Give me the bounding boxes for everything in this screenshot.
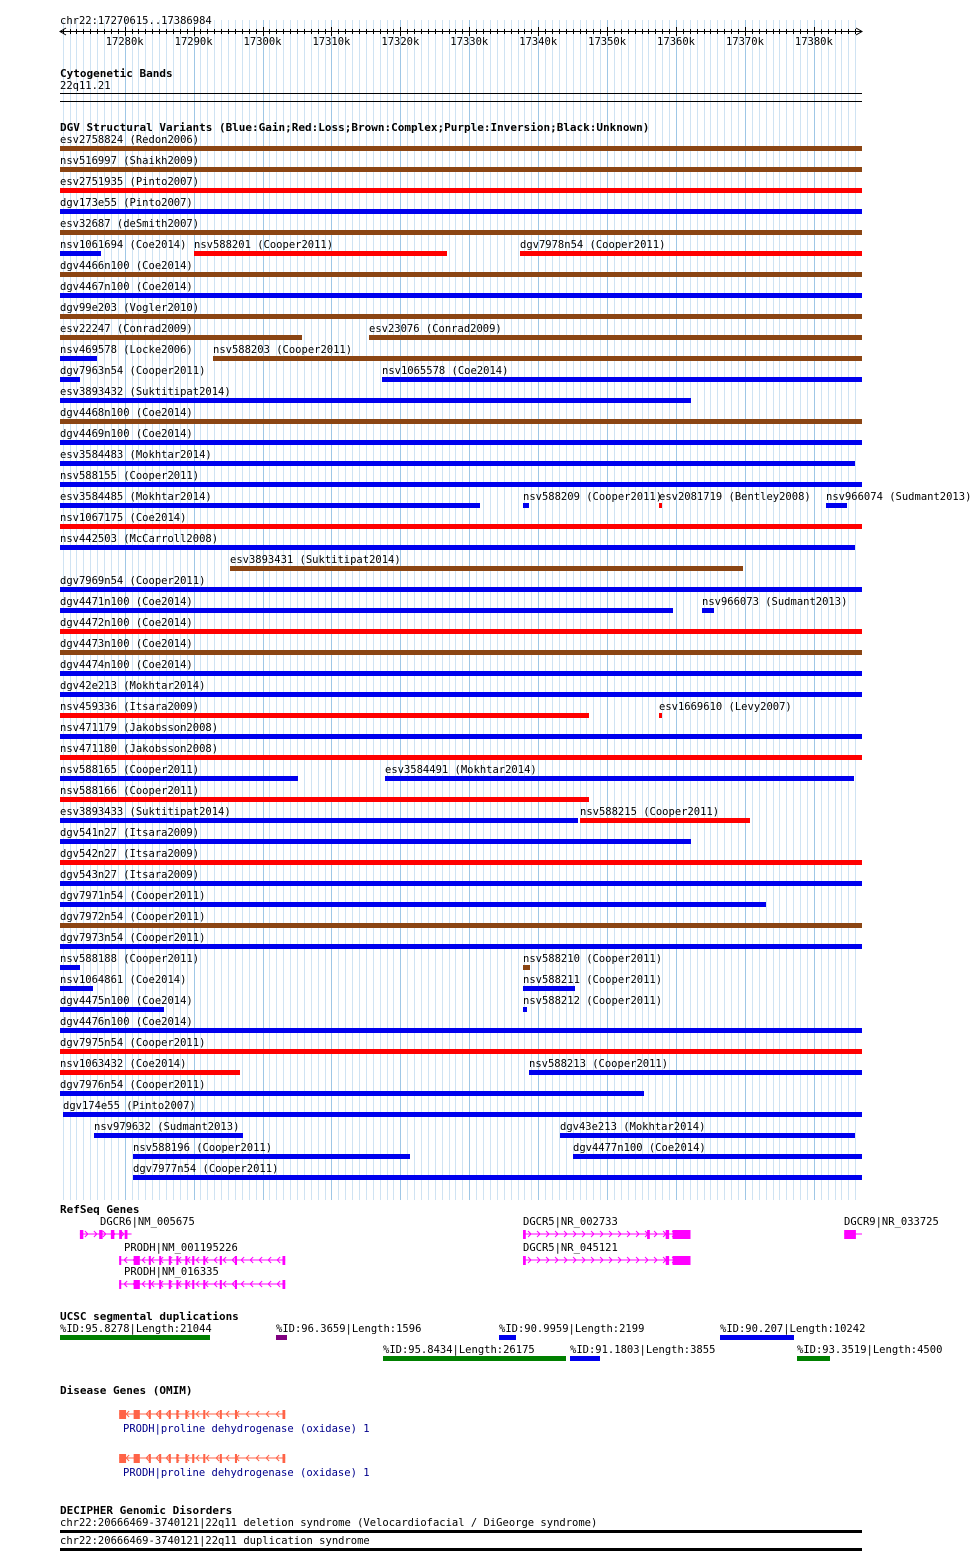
omim-exon[interactable]	[149, 1410, 151, 1419]
refseq-exon[interactable]	[119, 1256, 121, 1265]
refseq-exon[interactable]	[220, 1280, 222, 1289]
refseq-gene-label[interactable]: DGCR5|NR_002733	[523, 1216, 618, 1228]
refseq-exon[interactable]	[192, 1256, 194, 1265]
refseq-exon[interactable]	[673, 1230, 691, 1239]
dgv-variant-label[interactable]: dgv7972n54 (Cooper2011)	[60, 911, 206, 923]
refseq-exon[interactable]	[844, 1230, 856, 1239]
refseq-exon[interactable]	[523, 1256, 526, 1265]
dgv-variant-label[interactable]: nsv471180 (Jakobsson2008)	[60, 743, 219, 755]
dgv-variant-label[interactable]: esv3893433 (Suktitipat2014)	[60, 806, 231, 818]
omim-exon[interactable]	[185, 1410, 187, 1419]
ruler-tick-label: 17280k	[105, 36, 144, 48]
dgv-variant-label[interactable]: dgv7977n54 (Cooper2011)	[133, 1163, 279, 1175]
dgv-variant-label[interactable]: dgv99e203 (Vogler2010)	[60, 302, 200, 314]
dgv-variant-label[interactable]: nsv1063432 (Coe2014)	[60, 1058, 187, 1070]
ruler-tick-label: 17340k	[519, 36, 558, 48]
segdup-label[interactable]: %ID:90.9959|Length:2199	[499, 1323, 645, 1335]
refseq-exon[interactable]	[99, 1230, 102, 1239]
position-label: chr22:17270615..17386984	[60, 15, 212, 27]
dgv-variant-label[interactable]: dgv7975n54 (Cooper2011)	[60, 1037, 206, 1049]
dgv-variant-label[interactable]: nsv442503 (McCarroll2008)	[60, 533, 219, 545]
dgv-variant-label[interactable]: nsv471179 (Jakobsson2008)	[60, 722, 219, 734]
omim-exon[interactable]	[220, 1454, 222, 1463]
refseq-exon[interactable]	[176, 1280, 178, 1289]
segdup-label[interactable]: %ID:95.8434|Length:26175	[383, 1344, 535, 1356]
dgv-variant-label[interactable]: dgv4474n100 (Coe2014)	[60, 659, 193, 671]
dgv-variant-label[interactable]: nsv1065578 (Coe2014)	[382, 365, 509, 377]
ruler-tick-label: 17290k	[174, 36, 213, 48]
dgv-variant-label[interactable]: esv3584491 (Mokhtar2014)	[385, 764, 537, 776]
dgv-variant-label[interactable]: dgv541n27 (Itsara2009)	[60, 827, 200, 839]
refseq-exon[interactable]	[220, 1256, 222, 1265]
dgv-variant-label[interactable]: dgv42e213 (Mokhtar2014)	[60, 680, 206, 692]
dgv-variant-label[interactable]: nsv1061694 (Coe2014)	[60, 239, 187, 251]
refseq-exon[interactable]	[134, 1280, 140, 1289]
dgv-variant-label[interactable]: esv3893431 (Suktitipat2014)	[230, 554, 401, 566]
dgv-variant-label[interactable]: esv22247 (Conrad2009)	[60, 323, 193, 335]
refseq-exon[interactable]	[119, 1230, 122, 1239]
dgv-variant-label[interactable]: nsv588215 (Cooper2011)	[580, 806, 720, 818]
omim-exon[interactable]	[176, 1410, 178, 1419]
refseq-gene-label[interactable]: PRODH|NM_016335	[124, 1266, 219, 1278]
refseq-exon[interactable]	[673, 1256, 691, 1265]
decipher-item-label[interactable]: chr22:20666469-3740121|22q11 deletion syndrome (Velocardiofacial / DiGeorge syndrome)	[60, 1517, 598, 1529]
segdup-label[interactable]: %ID:90.207|Length:10242	[720, 1323, 866, 1335]
dgv-variant-label[interactable]: nsv588213 (Cooper2011)	[529, 1058, 669, 1070]
dgv-variant-label[interactable]: dgv4475n100 (Coe2014)	[60, 995, 193, 1007]
dgv-variant-label[interactable]: nsv1064861 (Coe2014)	[60, 974, 187, 986]
refseq-gene-label[interactable]: DGCR9|NR_033725	[844, 1216, 939, 1228]
dgv-variant-label[interactable]: dgv4476n100 (Coe2014)	[60, 1016, 193, 1028]
refseq-exon[interactable]	[149, 1280, 151, 1289]
omim-exon[interactable]	[119, 1454, 126, 1463]
refseq-exon[interactable]	[169, 1280, 171, 1289]
dgv-variant-label[interactable]: dgv4467n100 (Coe2014)	[60, 281, 193, 293]
refseq-gene-label[interactable]: DGCR6|NM_005675	[100, 1216, 195, 1228]
dgv-variant-label[interactable]: nsv588212 (Cooper2011)	[523, 995, 663, 1007]
dgv-variant-label[interactable]: nsv459336 (Itsara2009)	[60, 701, 200, 713]
omim-exon[interactable]	[159, 1454, 161, 1463]
dgv-variant-label[interactable]: dgv4466n100 (Coe2014)	[60, 260, 193, 272]
refseq-exon[interactable]	[80, 1230, 83, 1239]
refseq-exon[interactable]	[283, 1280, 286, 1289]
refseq-exon[interactable]	[666, 1230, 669, 1239]
omim-exon[interactable]	[119, 1410, 126, 1419]
dgv-variant-label[interactable]: esv3584483 (Mokhtar2014)	[60, 449, 212, 461]
segdup-label[interactable]: %ID:93.3519|Length:4500	[797, 1344, 943, 1356]
refseq-gene-label[interactable]: PRODH|NM_001195226	[124, 1242, 238, 1254]
omim-exon[interactable]	[159, 1410, 161, 1419]
ruler-tick-label: 17350k	[588, 36, 627, 48]
refseq-exon[interactable]	[125, 1230, 128, 1239]
dgv-variant-label[interactable]: dgv174e55 (Pinto2007)	[63, 1100, 196, 1112]
omim-exon[interactable]	[169, 1410, 171, 1419]
refseq-exon[interactable]	[159, 1256, 161, 1265]
dgv-variant-label[interactable]: dgv7973n54 (Cooper2011)	[60, 932, 206, 944]
dgv-variant-label[interactable]: nsv588155 (Cooper2011)	[60, 470, 200, 482]
ruler-tick-label: 17360k	[657, 36, 695, 48]
dgv-variant-label[interactable]: nsv1067175 (Coe2014)	[60, 512, 187, 524]
dgv-track-title[interactable]: DGV Structural Variants (Blue:Gain;Red:Loss;Brown:Complex;Purple:Inversion;Black:Unknown)	[60, 121, 650, 134]
omim-exon[interactable]	[220, 1410, 222, 1419]
refseq-exon[interactable]	[111, 1230, 114, 1239]
refseq-exon[interactable]	[235, 1256, 237, 1265]
ruler-tick-label: 17310k	[312, 36, 351, 48]
ruler-tick-label: 17370k	[725, 36, 764, 48]
omim-exon[interactable]	[134, 1454, 140, 1463]
refseq-exon[interactable]	[523, 1230, 526, 1239]
dgv-variant-label[interactable]: nsv588166 (Cooper2011)	[60, 785, 200, 797]
refseq-exon[interactable]	[185, 1280, 187, 1289]
dgv-variant-label[interactable]: dgv4468n100 (Coe2014)	[60, 407, 193, 419]
omim-gene-label[interactable]: PRODH|proline dehydrogenase (oxidase) 1	[123, 1467, 370, 1479]
omim-gene-label[interactable]: PRODH|proline dehydrogenase (oxidase) 1	[123, 1423, 370, 1435]
dgv-variant-label[interactable]: nsv516997 (Shaikh2009)	[60, 155, 200, 167]
decipher-item-label[interactable]: chr22:20666469-3740121|22q11 duplication syndrome	[60, 1535, 370, 1547]
dgv-variant-label[interactable]: dgv7976n54 (Cooper2011)	[60, 1079, 206, 1091]
dgv-variant-label[interactable]: nsv588201 (Cooper2011)	[194, 239, 334, 251]
refseq-exon[interactable]	[283, 1256, 286, 1265]
omim-track-title[interactable]: Disease Genes (OMIM)	[60, 1384, 193, 1397]
refseq-exon[interactable]	[119, 1280, 121, 1289]
refseq-exon[interactable]	[203, 1280, 205, 1289]
dgv-variant-label[interactable]: dgv4469n100 (Coe2014)	[60, 428, 193, 440]
dgv-variant-label[interactable]: dgv7971n54 (Cooper2011)	[60, 890, 206, 902]
omim-exon[interactable]	[235, 1454, 237, 1463]
dgv-variant-label[interactable]: dgv173e55 (Pinto2007)	[60, 197, 193, 209]
dgv-variant-label[interactable]: dgv7969n54 (Cooper2011)	[60, 575, 206, 587]
omim-exon[interactable]	[203, 1454, 205, 1463]
dgv-variant-label[interactable]: esv3584485 (Mokhtar2014)	[60, 491, 212, 503]
dgv-variant-label[interactable]: esv2081719 (Bentley2008)	[659, 491, 811, 503]
omim-exon[interactable]	[283, 1454, 286, 1463]
refseq-exon[interactable]	[149, 1256, 151, 1265]
refseq-exon[interactable]	[666, 1256, 669, 1265]
dgv-variant-label[interactable]: esv2751935 (Pinto2007)	[60, 176, 200, 188]
omim-exon[interactable]	[283, 1410, 286, 1419]
ruler-tick-label: 17330k	[450, 36, 489, 48]
dgv-variant-label[interactable]: dgv43e213 (Mokhtar2014)	[560, 1121, 706, 1133]
omim-exon[interactable]	[203, 1410, 205, 1419]
segdup-label[interactable]: %ID:96.3659|Length:1596	[276, 1323, 422, 1335]
dgv-variant-label[interactable]: esv32687 (deSmith2007)	[60, 218, 200, 230]
dgv-variant-label[interactable]: nsv588209 (Cooper2011)	[523, 491, 663, 503]
dgv-variant-label[interactable]: esv23076 (Conrad2009)	[369, 323, 502, 335]
dgv-variant-label[interactable]: nsv588165 (Cooper2011)	[60, 764, 200, 776]
segdup-label[interactable]: %ID:95.8278|Length:21044	[60, 1323, 212, 1335]
refseq-exon[interactable]	[169, 1256, 171, 1265]
refseq-exon[interactable]	[192, 1280, 194, 1289]
refseq-exon[interactable]	[185, 1256, 187, 1265]
dgv-variant-label[interactable]: dgv4471n100 (Coe2014)	[60, 596, 193, 608]
omim-exon[interactable]	[169, 1454, 171, 1463]
refseq-exon[interactable]	[159, 1280, 161, 1289]
segdup-label[interactable]: %ID:91.1803|Length:3855	[570, 1344, 716, 1356]
refseq-track-title[interactable]: RefSeq Genes	[60, 1203, 140, 1216]
decipher-track-title[interactable]: DECIPHER Genomic Disorders	[60, 1504, 233, 1517]
dgv-variant-label[interactable]: esv2758824 (Redon2006)	[60, 134, 200, 146]
refseq-exon[interactable]	[134, 1256, 140, 1265]
dgv-variant-label[interactable]: nsv966074 (Sudmant2013)	[826, 491, 971, 503]
cytoband-label: 22q11.21	[60, 80, 111, 92]
omim-exon[interactable]	[176, 1454, 178, 1463]
ruler-tick-label: 17300k	[243, 36, 282, 48]
omim-exon[interactable]	[235, 1410, 237, 1419]
dgv-variant-label[interactable]: nsv588188 (Cooper2011)	[60, 953, 200, 965]
dgv-variant-label[interactable]: nsv588203 (Cooper2011)	[213, 344, 353, 356]
omim-exon[interactable]	[134, 1410, 140, 1419]
cytoband-track-title[interactable]: Cytogenetic Bands	[60, 67, 173, 80]
dgv-variant-label[interactable]: dgv4477n100 (Coe2014)	[573, 1142, 706, 1154]
dgv-variant-label[interactable]: nsv588196 (Cooper2011)	[133, 1142, 273, 1154]
dgv-variant-label[interactable]: nsv588211 (Cooper2011)	[523, 974, 663, 986]
omim-exon[interactable]	[192, 1454, 194, 1463]
refseq-gene-label[interactable]: DGCR5|NR_045121	[523, 1242, 618, 1254]
dgv-variant-label[interactable]: dgv7978n54 (Cooper2011)	[520, 239, 666, 251]
refseq-exon[interactable]	[176, 1256, 178, 1265]
dgv-variant-label[interactable]: nsv966073 (Sudmant2013)	[702, 596, 848, 608]
refseq-exon[interactable]	[647, 1230, 650, 1239]
dgv-variant-label[interactable]: dgv4472n100 (Coe2014)	[60, 617, 193, 629]
dgv-variant-label[interactable]: nsv979632 (Sudmant2013)	[94, 1121, 240, 1133]
dgv-variant-label[interactable]: dgv7963n54 (Cooper2011)	[60, 365, 206, 377]
dgv-variant-label[interactable]: esv3893432 (Suktitipat2014)	[60, 386, 231, 398]
dgv-variant-label[interactable]: nsv588210 (Cooper2011)	[523, 953, 663, 965]
omim-exon[interactable]	[185, 1454, 187, 1463]
dgv-variant-label[interactable]: dgv543n27 (Itsara2009)	[60, 869, 200, 881]
dgv-variant-label[interactable]: dgv4473n100 (Coe2014)	[60, 638, 193, 650]
ruler-tick-label: 17320k	[381, 36, 420, 48]
segdup-track-title[interactable]: UCSC segmental duplications	[60, 1310, 239, 1323]
ruler-tick-label: 17380k	[794, 36, 833, 48]
refseq-exon[interactable]	[203, 1256, 205, 1265]
dgv-variant-label[interactable]: nsv469578 (Locke2006)	[60, 344, 193, 356]
omim-exon[interactable]	[149, 1454, 151, 1463]
refseq-exon[interactable]	[235, 1280, 237, 1289]
omim-exon[interactable]	[192, 1410, 194, 1419]
dgv-variant-label[interactable]: esv1669610 (Levy2007)	[659, 701, 792, 713]
dgv-variant-label[interactable]: dgv542n27 (Itsara2009)	[60, 848, 200, 860]
